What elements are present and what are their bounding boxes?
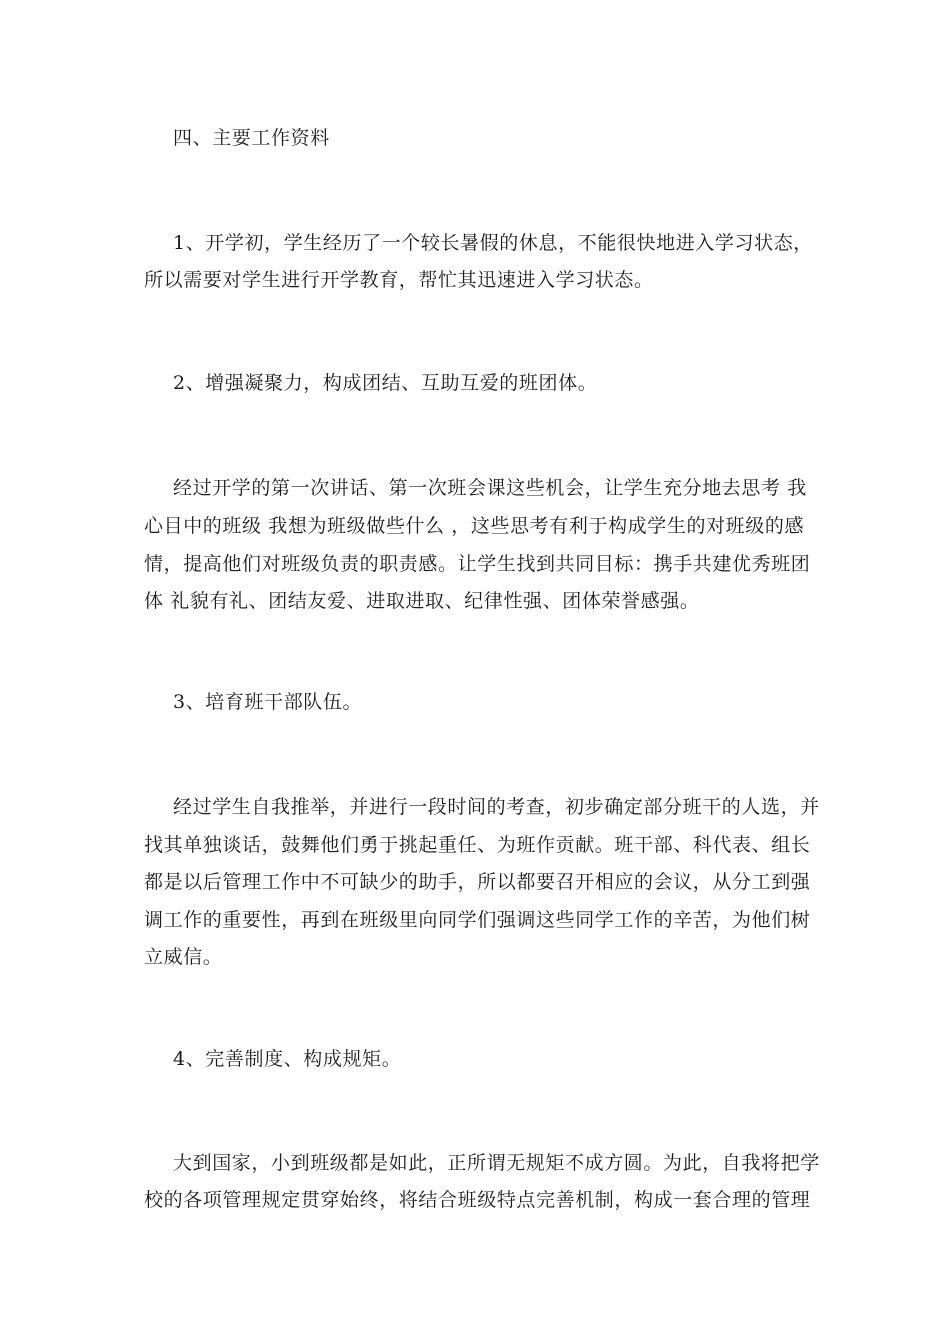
section-heading: 四、主要工作资料: [173, 127, 330, 149]
item-3-paragraph-line: 都是以后管理工作中不可缺少的助手，所以都要召开相应的会议，从分工到强: [144, 871, 811, 893]
item-4-paragraph-line: 大到国家，小到班级都是如此，正所谓无规矩不成方圆。为此，自我将把学: [173, 1152, 820, 1174]
item-3-title: 3、培育班干部队伍。: [173, 691, 363, 713]
item-2-paragraph-line: 经过开学的第一次讲话、第一次班会课这些机会，让学生充分地去思考 我: [173, 477, 807, 499]
item-2-paragraph-line: 情，提高他们对班级负责的职责感。让学生找到共同目标：携手共建优秀班团: [144, 553, 811, 575]
item-4-paragraph-line: 校的各项管理规定贯穿始终，将结合班级特点完善机制，构成一套合理的管理: [144, 1189, 811, 1211]
item-3-paragraph-line: 找其单独谈话，鼓舞他们勇于挑起重任、为班作贡献。班干部、科代表、组长: [144, 834, 811, 856]
item-1-line-2: 所以需要对学生进行开学教育，帮忙其迅速进入学习状态。: [144, 269, 654, 291]
item-3-paragraph-line: 立威信。: [144, 946, 223, 968]
item-2-paragraph-line: 体 礼貌有礼、团结友爱、进取进取、纪律性强、团体荣誉感强。: [144, 590, 700, 612]
item-4-title: 4、完善制度、构成规矩。: [173, 1048, 402, 1070]
item-2-title: 2、增强凝聚力，构成团结、互助互爱的班团体。: [173, 372, 598, 394]
item-1-line-1: 1、开学初，学生经历了一个较长暑假的休息，不能很快地进入学习状态，: [173, 232, 813, 254]
item-2-paragraph-line: 心目中的班级 我想为班级做些什么 ，这些思考有利于构成学生的对班级的感: [144, 515, 805, 537]
item-3-paragraph-line: 经过学生自我推举，并进行一段时间的考查，初步确定部分班干的人选，并: [173, 796, 820, 818]
item-3-paragraph-line: 调工作的重要性，再到在班级里向同学们强调这些同学工作的辛苦，为他们树: [144, 909, 811, 931]
